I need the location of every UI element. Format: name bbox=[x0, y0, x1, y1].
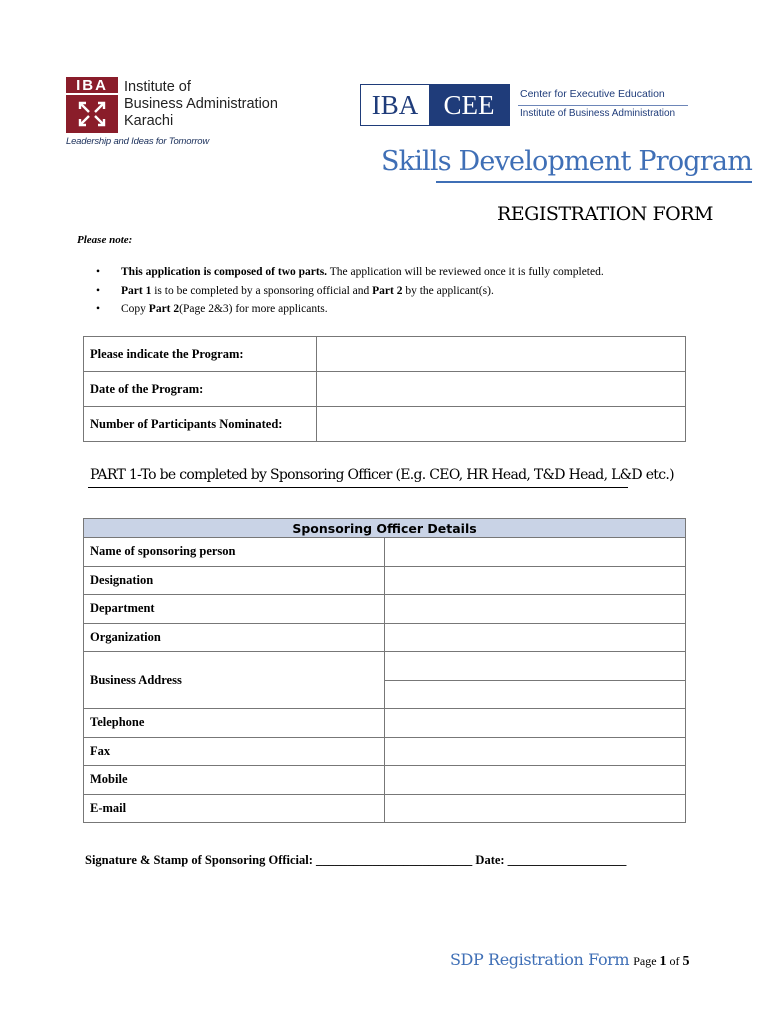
program-date-field[interactable] bbox=[317, 372, 686, 407]
email-label: E-mail bbox=[84, 794, 385, 823]
business-address-label: Business Address bbox=[84, 652, 385, 709]
sponsor-name-label: Name of sponsoring person bbox=[84, 538, 385, 567]
cee-logo-cee: CEE bbox=[429, 85, 509, 125]
designation-label: Designation bbox=[84, 566, 385, 595]
of-word: of bbox=[669, 954, 680, 968]
participants-label: Number of Participants Nominated: bbox=[84, 407, 317, 442]
designation-field[interactable] bbox=[385, 566, 686, 595]
table-row bbox=[84, 566, 686, 595]
participants-field[interactable] bbox=[317, 407, 686, 442]
officer-table bbox=[83, 518, 686, 823]
cee-logo-iba: IBA bbox=[371, 90, 419, 120]
bullet-icon: • bbox=[96, 284, 101, 297]
bullet-icon: • bbox=[96, 303, 101, 315]
page-number bbox=[633, 954, 689, 968]
bullet-icon: • bbox=[96, 266, 101, 278]
iba-name-line-3: Karachi bbox=[124, 113, 174, 129]
cee-logo-line-1: Center for Executive Education bbox=[520, 88, 665, 100]
form-title: REGISTRATION FORM bbox=[497, 203, 713, 225]
fax-label: Fax bbox=[84, 737, 385, 766]
page-total: 5 bbox=[682, 954, 690, 969]
part1-underline bbox=[88, 487, 628, 488]
program-date-label: Date of the Program: bbox=[84, 372, 317, 407]
business-address-field-2[interactable] bbox=[385, 680, 686, 709]
iba-name-line-2: Business Administration bbox=[124, 96, 278, 112]
note-3-text-end: (Page 2&3) for more applicants. bbox=[179, 303, 328, 315]
signature-line: Signature & Stamp of Sponsoring Official: _________________________ Date: ___________________ bbox=[85, 853, 627, 867]
program-table bbox=[83, 336, 686, 442]
sponsor-name-field[interactable] bbox=[385, 538, 686, 567]
cee-logo-line-2: Institute of Business Administration bbox=[520, 108, 676, 119]
list-item bbox=[96, 300, 604, 319]
email-field[interactable] bbox=[385, 794, 686, 823]
iba-logo-name bbox=[124, 79, 278, 130]
mobile-field[interactable] bbox=[385, 766, 686, 795]
table-row bbox=[84, 709, 686, 738]
program-label: Please indicate the Program: bbox=[84, 337, 317, 372]
iba-logo-mark bbox=[66, 77, 118, 133]
note-2-text: is to be completed by a sponsoring official and bbox=[151, 284, 373, 297]
business-address-field-1[interactable] bbox=[385, 652, 686, 681]
note-1-bold: This application is composed of two parts. bbox=[121, 266, 328, 278]
department-label: Department bbox=[84, 595, 385, 624]
program-title-underline bbox=[436, 181, 752, 183]
iba-tagline: Leadership and Ideas for Tomorrow bbox=[66, 136, 210, 147]
table-row bbox=[84, 652, 686, 681]
cee-logo-divider bbox=[518, 105, 688, 106]
iba-emblem-icon bbox=[76, 99, 108, 129]
note-2-bold-part1: Part 1 bbox=[121, 284, 152, 297]
table-row bbox=[84, 372, 686, 407]
mobile-label: Mobile bbox=[84, 766, 385, 795]
note-1-text: The application will be reviewed once it is fully completed. bbox=[327, 266, 604, 278]
iba-logo bbox=[66, 77, 296, 149]
organization-label: Organization bbox=[84, 623, 385, 652]
note-3-bold: Part 2 bbox=[148, 303, 180, 315]
footer-label: SDP Registration Form bbox=[450, 950, 630, 969]
page-footer bbox=[450, 950, 690, 970]
table-row bbox=[84, 538, 686, 567]
list-item bbox=[96, 282, 604, 301]
page-word: Page bbox=[633, 954, 657, 968]
note-2-bold-part2: Part 2 bbox=[372, 284, 403, 297]
table-row bbox=[84, 595, 686, 624]
table-row bbox=[84, 794, 686, 823]
iba-logo-mark-text: IBA bbox=[66, 77, 118, 95]
table-row bbox=[84, 623, 686, 652]
note-3-text: Copy bbox=[121, 303, 149, 315]
table-row bbox=[84, 407, 686, 442]
cee-logo bbox=[360, 84, 690, 128]
telephone-label: Telephone bbox=[84, 709, 385, 738]
program-field[interactable] bbox=[317, 337, 686, 372]
table-row bbox=[84, 519, 686, 538]
department-field[interactable] bbox=[385, 595, 686, 624]
list-item bbox=[96, 263, 604, 282]
table-row bbox=[84, 337, 686, 372]
iba-name-line-1: Institute of bbox=[124, 79, 191, 95]
fax-field[interactable] bbox=[385, 737, 686, 766]
telephone-field[interactable] bbox=[385, 709, 686, 738]
table-row bbox=[84, 737, 686, 766]
program-title: Skills Development Program bbox=[380, 146, 752, 177]
cee-logo-box bbox=[360, 84, 510, 126]
note-label: Please note: bbox=[77, 234, 133, 246]
organization-field[interactable] bbox=[385, 623, 686, 652]
notes-list bbox=[96, 263, 604, 319]
part1-heading: PART 1-To be completed by Sponsoring Officer (E.g. CEO, HR Head, T&D Head, L&D etc.) bbox=[90, 467, 674, 483]
note-2-text-end: by the applicant(s). bbox=[402, 284, 494, 297]
page-current: 1 bbox=[659, 954, 667, 969]
officer-table-header: Sponsoring Officer Details bbox=[84, 519, 686, 538]
table-row bbox=[84, 766, 686, 795]
